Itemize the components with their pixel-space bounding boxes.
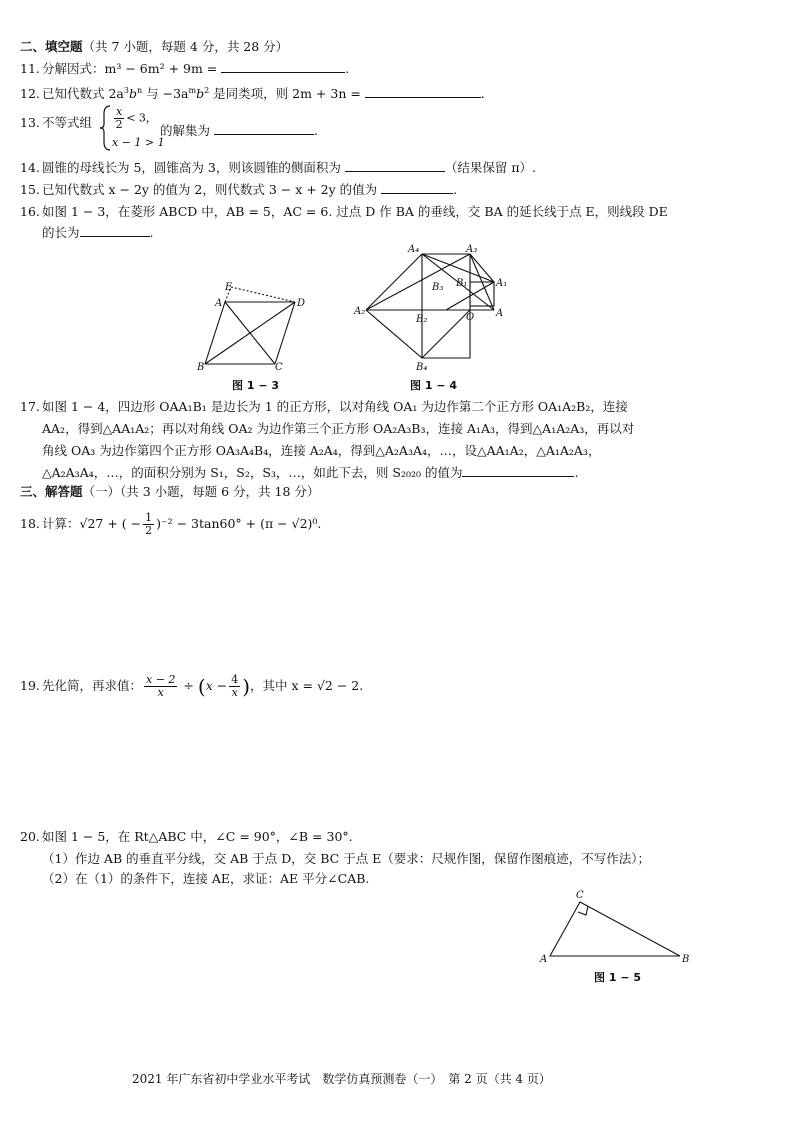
answer-blank[interactable] xyxy=(214,122,314,135)
question-14: 14. 圆锥的母线长为 5，圆锥高为 3，则该圆锥的侧面积为 （结果保留 π）. xyxy=(20,160,537,175)
label-B4: B₄ xyxy=(416,362,428,372)
question-17-line4: △A₂A₃A₄，…，的面积分别为 S₁，S₂，S₃，…，如此下去，则 S₂₀₂₀ 的值为 . xyxy=(42,465,579,480)
label-B3: B₃ xyxy=(432,282,444,293)
question-18: 18. 计算：√27 + ( − $\frac{1}{2}$ )⁻² − 3tan60° + (π − √2)⁰. xyxy=(20,511,322,537)
section-2-heading xyxy=(20,38,288,56)
label-D: D xyxy=(297,298,306,309)
section-note: （一）（共 3 小题，每题 6 分，共 18 分） xyxy=(82,484,320,499)
question-16-line2: 的长为 . xyxy=(42,225,154,240)
section-3-heading xyxy=(20,483,319,501)
figure-1-3-caption: 图 1 − 3 xyxy=(232,379,280,392)
question-20-sub1: （1）作边 AB 的垂直平分线，交 AB 于点 D，交 BC 于点 E（要求：尺规作图，保留作图痕迹，不写作法）； xyxy=(42,851,651,866)
section-title: 二、填空题 xyxy=(20,39,83,54)
question-12: 12. 已知代数式 $2a^3b^n$ 与 $-3a^mb^2$ 是同类项，则 2m + 3n = . xyxy=(20,86,485,102)
question-20-sub2: （2）在（1）的条件下，连接 AE，求证：AE 平分∠CAB. xyxy=(42,871,370,886)
question-13-tail: 的解集为 . xyxy=(160,123,318,138)
answer-blank[interactable] xyxy=(365,85,481,98)
answer-blank[interactable] xyxy=(381,181,453,194)
label-B: B xyxy=(682,954,690,964)
answer-blank[interactable] xyxy=(345,159,445,172)
question-19: 19. 先化简，再求值： $\frac{x - 2}{x}$ ÷ (x − $\frac{4}{x}$ )，其中 x = √2 − 2. xyxy=(20,673,364,699)
question-20: 20. 如图 1 − 5，在 Rt△ABC 中，∠C = 90°，∠B = 30°. xyxy=(20,829,353,844)
figure-1-3 xyxy=(195,282,310,374)
label-A2: A₂ xyxy=(354,306,366,317)
label-B1: B₁ xyxy=(456,278,468,289)
label-A: A xyxy=(215,298,223,309)
label-A4: A₄ xyxy=(408,244,420,255)
answer-blank[interactable] xyxy=(462,464,574,477)
question-15: 15. 已知代数式 x − 2y 的值为 2，则代数式 3 − x + 2y 的值为 . xyxy=(20,182,458,197)
section-title: 三、解答题 xyxy=(20,484,83,499)
brace-icon xyxy=(98,104,112,152)
label-E: E xyxy=(225,282,233,293)
question-17: 17. 如图 1 − 4，四边形 OAA₁B₁ 是边长为 1 的正方形，以对角线 OA₁ 为边作第二个正方形 OA₁A₂B₂，连接 xyxy=(20,399,628,414)
label-C: C xyxy=(275,362,283,373)
label-O: O xyxy=(466,312,475,323)
label-A1: A₁ xyxy=(496,278,508,289)
question-13: 13. 不等式组 xyxy=(20,115,93,130)
label-B2: B₂ xyxy=(416,314,428,325)
question-11: 11. 分解因式：m³ − 6m² + 9m = . xyxy=(20,61,350,76)
label-A: A xyxy=(496,308,504,319)
section-note: （共 7 小题，每题 4 分，共 28 分） xyxy=(82,39,289,54)
figure-1-5-caption: 图 1 − 5 xyxy=(594,971,642,984)
label-C: C xyxy=(576,890,584,901)
question-17-line2: AA₂，得到△AA₁A₂；再以对角线 OA₂ 为边作第三个正方形 OA₂A₃B₃，连接 A₁A₃，得到△A₁A₂A₃，再以对 xyxy=(42,421,635,436)
question-17-line3: 角线 OA₃ 为边作第四个正方形 OA₃A₄B₄，连接 A₂A₄，得到△A₂A₃A₄，…，设△AA₁A₂，△A₁A₂A₃， xyxy=(42,443,601,458)
figure-1-5 xyxy=(536,888,696,964)
question-16: 16. 如图 1 − 3，在菱形 ABCD 中，AB = 5，AC = 6. 过点 D 作 BA 的垂线，交 BA 的延长线于点 E，则线段 DE xyxy=(20,204,668,219)
label-A3: A₃ xyxy=(466,244,478,255)
inequality-system: $\frac{x}{2}$ < 3， x − 1 > 1 xyxy=(98,104,158,154)
page-footer: 2021 年广东省初中学业水平考试 数学仿真预测卷（一） 第 2 页（共 4 页） xyxy=(132,1072,551,1086)
label-B: B xyxy=(197,362,205,373)
label-A: A xyxy=(540,954,548,964)
answer-blank[interactable] xyxy=(80,224,150,237)
figure-1-4-caption: 图 1 − 4 xyxy=(410,379,458,392)
answer-blank[interactable] xyxy=(221,60,345,73)
figure-1-4 xyxy=(352,240,512,372)
